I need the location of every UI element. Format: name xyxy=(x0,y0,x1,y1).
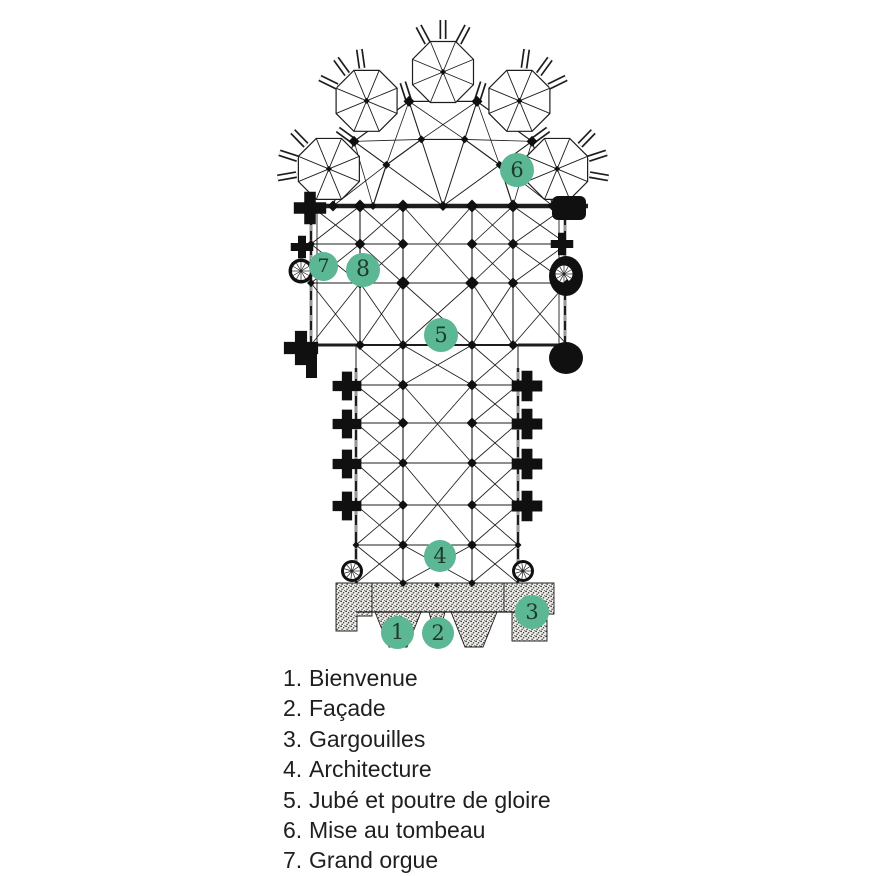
legend-item-4 xyxy=(283,754,551,784)
legend-number: 4. xyxy=(283,756,303,783)
legend-item-3 xyxy=(283,724,551,754)
legend-number: 7. xyxy=(283,847,303,874)
legend-item-1 xyxy=(283,663,551,693)
plan-marker-6[interactable]: 6 xyxy=(500,153,534,187)
plan-marker-2[interactable]: 2 xyxy=(422,617,454,649)
legend-number: 5. xyxy=(283,786,303,813)
legend-label: Gargouilles xyxy=(309,725,426,752)
legend-item-5 xyxy=(283,785,551,815)
legend-label: Architecture xyxy=(309,756,432,783)
legend-number: 3. xyxy=(283,725,303,752)
plan-marker-3[interactable]: 3 xyxy=(515,595,549,629)
plan-marker-7[interactable]: 7 xyxy=(309,252,338,281)
plan-marker-4[interactable]: 4 xyxy=(424,540,456,572)
legend-item-2 xyxy=(283,693,551,723)
legend-number: 6. xyxy=(283,817,303,844)
plan-marker-8[interactable]: 8 xyxy=(346,253,380,287)
legend-item-7 xyxy=(283,845,551,875)
legend-label: Grand orgue xyxy=(309,847,439,874)
legend xyxy=(283,663,551,876)
legend-number: 2. xyxy=(283,695,303,722)
legend-label: Façade xyxy=(309,695,386,722)
legend-label: Mise au tombeau xyxy=(309,817,486,844)
plan-marker-5[interactable]: 5 xyxy=(424,318,458,352)
legend-label: Jubé et poutre de gloire xyxy=(309,786,551,813)
legend-item-6 xyxy=(283,815,551,845)
plan-marker-1[interactable]: 1 xyxy=(381,616,414,649)
legend-number: 1. xyxy=(283,665,303,691)
legend-label: Bienvenue xyxy=(309,665,418,691)
